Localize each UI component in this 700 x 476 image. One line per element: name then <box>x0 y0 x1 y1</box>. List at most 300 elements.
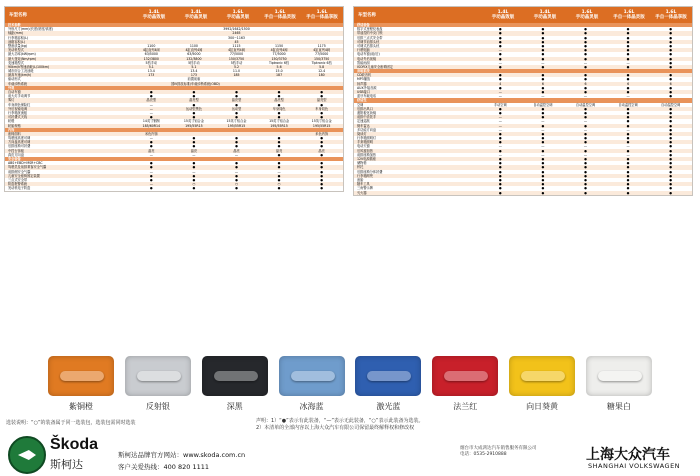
left-header-col-1: 1.4L 手动晶致版 <box>142 10 166 20</box>
right-cell: ● <box>584 39 587 44</box>
right-cell: ● <box>626 43 630 48</box>
right-cell: 6 <box>627 81 630 86</box>
left-cell: — <box>149 110 153 115</box>
right-cell: ● <box>669 123 673 128</box>
right-cell: ● <box>669 35 673 40</box>
left-cell: ● <box>149 94 153 99</box>
left-cell: 晶亮型 <box>231 98 242 103</box>
left-cell: 晶亮型 <box>274 98 284 103</box>
left-cell: ● <box>320 115 324 120</box>
right-row-label: 音响系统 <box>357 69 370 74</box>
right-cell: — <box>583 144 588 149</box>
right-cell: ● <box>669 27 673 32</box>
left-cell: ● <box>320 94 324 99</box>
right-cell: ● <box>669 48 673 53</box>
color-swatch <box>355 356 421 414</box>
left-cell: 132/3800 <box>186 56 202 61</box>
right-row-label: 三角警示牌 <box>357 186 373 191</box>
right-cell: ● <box>626 110 630 115</box>
color-swatch <box>586 356 652 414</box>
right-cell: ● <box>669 115 673 120</box>
right-row-label: 扬声器 <box>357 81 367 86</box>
right-cell: ● <box>541 77 545 82</box>
left-cell: — <box>149 169 153 174</box>
left-cell: 77/5000 <box>229 52 244 57</box>
right-cell: ● <box>584 56 587 61</box>
left-cell: 4缸直列4阀 <box>185 48 203 53</box>
left-row-label: 儿童安全座椅固定装置 <box>8 173 40 178</box>
right-cell: ● <box>626 140 630 145</box>
right-row-label: ISOFIX儿童安全座椅固定 <box>357 64 393 69</box>
color-swatch <box>509 356 575 414</box>
left-cell: 米色内饰 <box>144 131 158 136</box>
left-cell: ● <box>277 186 281 191</box>
right-cell: ● <box>626 115 630 120</box>
right-cell: ● <box>498 136 502 141</box>
color-swatch <box>279 356 345 414</box>
left-cell: 195/55R15 <box>227 123 246 128</box>
right-cell: ● <box>584 64 587 69</box>
right-cell: — <box>541 152 545 157</box>
color-name: 紫铜橙 <box>69 402 93 411</box>
right-cell: ● <box>626 165 630 170</box>
right-cell: — <box>626 144 630 149</box>
right-cell: ● <box>498 148 502 153</box>
right-cell: ● <box>669 90 673 94</box>
right-cell: ● <box>626 31 630 36</box>
right-cell: ● <box>584 52 587 57</box>
right-cell: ● <box>541 177 545 182</box>
right-cell: ● <box>541 182 545 187</box>
left-cell: ● <box>149 177 153 182</box>
left-cell: 150/3750 <box>314 56 330 61</box>
left-cell: ● <box>320 140 324 145</box>
left-cell: ● <box>192 110 196 115</box>
left-cell: — <box>149 152 153 157</box>
right-cell: ● <box>669 77 673 82</box>
right-cell: 手动空调 <box>493 102 507 107</box>
left-row-label: 安全装备 <box>8 157 21 161</box>
color-name: 深黑 <box>226 402 243 411</box>
right-cell: ● <box>669 85 673 90</box>
left-cell: ● <box>235 110 238 115</box>
right-cell: — <box>498 152 502 157</box>
left-cell: 195/55R15 <box>185 123 203 128</box>
right-cell: ● <box>541 106 545 111</box>
left-cell: ● <box>235 186 238 191</box>
right-table-row <box>354 191 692 195</box>
door-handle-swatch-image <box>48 356 114 396</box>
left-cell: ● <box>320 144 324 149</box>
right-header-col-5: 1.6L 手自一体晶享版 <box>655 10 687 20</box>
left-cell: ● <box>149 90 153 94</box>
right-cell: ● <box>498 56 502 61</box>
left-cell: 1100 <box>147 43 156 48</box>
door-handle-icon <box>60 371 104 381</box>
left-cell: ● <box>235 90 238 94</box>
right-cell: ● <box>626 148 630 153</box>
left-cell: ● <box>192 165 196 170</box>
right-table-header <box>354 7 692 23</box>
right-cell: ● <box>669 39 673 44</box>
right-row-label: 数字式里程仪表盘 <box>357 27 383 32</box>
right-header-label: 车型名称 <box>358 12 376 18</box>
left-cell: 国Ⅳ排放标准/车载诊断系统(OBD) <box>171 81 220 86</box>
right-row-label: 可调式后排头枕 <box>357 43 380 48</box>
right-row-label: 蓝牙车载电话 <box>357 94 377 99</box>
left-cell: 63/5000 <box>144 52 158 57</box>
right-cell: ● <box>669 148 673 153</box>
right-cell: — <box>498 60 502 65</box>
dealer-phone: 电话：0535-2910888 <box>460 452 507 457</box>
left-row-label: 方向盘高度可调 <box>8 140 31 145</box>
right-row-label: 遮阳板化妆镜 <box>357 110 377 115</box>
right-cell: ● <box>626 190 630 195</box>
right-cell: ● <box>626 131 630 136</box>
left-row-label: 行李箱容积(L) <box>8 35 29 40</box>
left-cell: — <box>192 169 196 174</box>
right-cell: ● <box>584 31 587 36</box>
door-handle-icon <box>367 371 411 381</box>
right-row-label: 可调节前排头枕 <box>357 39 380 44</box>
left-cell: ○ <box>277 182 281 187</box>
left-cell: 45 <box>234 39 239 44</box>
right-cell: ● <box>498 77 502 82</box>
right-cell: ● <box>541 85 545 90</box>
right-cell: ● <box>626 27 630 32</box>
left-cell: 3992/1642/1500 <box>223 27 250 32</box>
right-cell: ● <box>584 90 587 94</box>
right-header-col-4: 1.6L 手自一体晶灵版 <box>613 10 645 20</box>
right-cell: ● <box>498 27 502 32</box>
right-cell: ● <box>669 182 673 187</box>
right-cell: — <box>498 115 502 120</box>
door-handle-icon <box>521 371 565 381</box>
right-cell: ● <box>669 131 673 136</box>
left-cell: 车身同色 <box>315 106 329 111</box>
left-cell: 63/5000 <box>187 52 201 57</box>
right-cell: ● <box>584 48 587 53</box>
left-cell: 195/55R15 <box>270 123 288 128</box>
right-row-label: 12V电源插座 <box>357 157 376 161</box>
door-handle-swatch-image <box>586 356 652 396</box>
right-cell: 6 <box>541 81 544 86</box>
left-cell: 300~1163 <box>228 35 245 40</box>
right-cell: ● <box>626 157 630 161</box>
left-row-label: 前大灯手动调节 <box>8 94 31 99</box>
left-cell: ● <box>277 136 281 141</box>
right-cell: ● <box>541 173 545 178</box>
left-row-label: 内饰 <box>8 127 15 132</box>
door-handle-swatch-image <box>509 356 575 396</box>
right-cell: — <box>583 60 588 65</box>
right-cell: ● <box>626 161 630 166</box>
right-cell: ● <box>626 39 630 44</box>
left-cell: — <box>192 152 196 157</box>
right-cell: 6 <box>669 81 672 86</box>
left-cell: ● <box>149 144 153 149</box>
right-cell: ● <box>626 177 630 182</box>
right-cell: ● <box>626 182 630 187</box>
left-cell: ● <box>192 161 196 166</box>
left-cell: ● <box>277 173 281 178</box>
right-cell: ● <box>626 90 630 94</box>
right-cell: — <box>626 152 630 157</box>
right-cell: ● <box>626 119 630 124</box>
right-cell: — <box>541 144 545 149</box>
right-cell: — <box>498 94 502 99</box>
left-cell: 77/5000 <box>272 52 286 57</box>
right-cell: ● <box>498 52 502 57</box>
left-cell: ● <box>320 173 324 178</box>
right-row-label: 后排出风口 <box>357 106 373 111</box>
svw-logo-cn: 上海大众汽车 <box>586 447 670 463</box>
left-cell: 15.0 <box>275 69 283 74</box>
left-cell: 13.4 <box>190 69 198 74</box>
left-cell: 车身同色 <box>272 106 286 111</box>
left-cell: ● <box>235 94 238 99</box>
right-row-label: 行李箱照明灯 <box>357 136 377 141</box>
left-table-header <box>5 7 343 23</box>
right-cell: ● <box>669 165 673 170</box>
right-cell: ● <box>541 43 545 48</box>
left-cell: — <box>149 182 153 187</box>
right-cell: ● <box>669 73 673 78</box>
right-cell: 自动温控空调 <box>533 102 553 107</box>
left-row-label: 驾驶员及前排乘客安全气囊 <box>8 165 47 170</box>
right-cell: ● <box>541 186 545 191</box>
left-cell: 5.1 <box>191 64 197 69</box>
left-header-col-2: 1.4L 手动晶灵版 <box>184 10 208 20</box>
left-cell: 晶亮 <box>233 148 240 153</box>
right-cell: — <box>583 127 588 132</box>
right-cell: 4 <box>499 81 502 86</box>
right-row-label: 随车工具 <box>357 182 370 187</box>
right-cell: ● <box>541 52 545 57</box>
right-cell: ● <box>626 64 630 69</box>
right-cell: ● <box>541 157 545 161</box>
right-cell: ● <box>498 39 502 44</box>
right-cell: — <box>498 119 502 124</box>
left-cell: 195/55R15 <box>312 123 331 128</box>
left-cell: 5.8 <box>319 64 325 69</box>
left-cell: 187 <box>276 73 283 78</box>
right-row-label: MP3播放 <box>357 77 371 82</box>
right-row-label: AUX外接音源 <box>357 85 377 90</box>
left-cell: ● <box>149 115 153 120</box>
right-cell: ● <box>626 56 630 61</box>
right-cell: ● <box>584 77 587 82</box>
right-row-label: 前排中央扶手 <box>357 115 377 120</box>
right-row-label: 电动车窗(前/后) <box>357 52 380 57</box>
right-cell: ● <box>669 119 673 124</box>
left-cell: Tiptronic 6档 <box>311 60 332 65</box>
left-row-label: 防盗报警系统 <box>8 182 28 187</box>
right-cell: ● <box>541 35 545 40</box>
left-cell: 5.6 <box>276 64 282 69</box>
left-cell: 5档手动 <box>188 60 200 65</box>
left-cell: 15英寸铝合金 <box>183 119 204 124</box>
right-cell: ● <box>498 110 502 115</box>
right-cell: — <box>583 119 588 124</box>
right-cell: ● <box>626 123 630 128</box>
left-cell: ● <box>235 165 238 170</box>
left-cell: ● <box>235 144 238 149</box>
right-cell: ● <box>498 73 502 78</box>
left-cell: 150/3750 <box>271 56 287 61</box>
right-cell: ● <box>584 157 587 161</box>
door-handle-icon <box>444 371 488 381</box>
left-cell: 132/3800 <box>143 56 159 61</box>
right-cell: ● <box>669 186 673 191</box>
right-cell: ● <box>541 161 545 166</box>
left-cell: 5档手动 <box>230 60 243 65</box>
left-row-label: 发动机电子防盗 <box>8 186 31 191</box>
left-cell: 晶亮 <box>275 148 283 153</box>
right-cell: ● <box>584 35 587 40</box>
left-cell: ● <box>149 173 153 178</box>
right-row-label: 备胎 <box>357 177 364 182</box>
left-table-body <box>5 23 343 191</box>
color-name: 反射银 <box>145 402 170 411</box>
right-cell: ● <box>541 131 545 136</box>
right-cell: ● <box>498 161 502 166</box>
left-row-label: 发动机型式 <box>8 48 24 53</box>
right-cell: ● <box>541 48 545 53</box>
left-cell: ● <box>192 140 196 145</box>
left-cell: ● <box>235 161 238 166</box>
right-cell: ● <box>669 144 673 149</box>
left-cell: ● <box>320 161 324 166</box>
door-handle-swatch-image <box>432 356 498 396</box>
right-cell: — <box>498 123 502 128</box>
left-row-label: 最大功率(kW/rpm) <box>8 52 36 57</box>
right-cell: ● <box>669 169 673 174</box>
left-row-label: 油箱容积(L) <box>8 39 26 44</box>
dealer-name: 烟台市大成鸿达汽车销售服务有限公司 <box>460 446 537 451</box>
right-row-label: 舒适性 <box>357 98 367 103</box>
right-cell: ● <box>541 27 545 32</box>
right-row-label: 电动天窗 <box>357 144 370 149</box>
right-cell: 6 <box>584 81 587 86</box>
right-cell: ● <box>669 43 673 48</box>
brand-name-en: Škoda <box>50 436 99 453</box>
left-cell: ● <box>320 165 324 170</box>
right-row-label: 定速巡航 <box>357 119 370 124</box>
left-row-label: 真皮方向盘 <box>8 152 24 157</box>
right-row-label: 后排三点式安全带 <box>357 35 383 40</box>
left-cell: 1100 <box>189 43 198 48</box>
right-row-label: 电动外后视镜 <box>357 56 377 61</box>
left-row-label: 外观 <box>8 85 15 90</box>
left-row-label: 驱动形式 <box>8 77 21 82</box>
left-cell: ○ <box>235 182 238 187</box>
right-cell: ● <box>669 64 673 69</box>
left-row-label: 城市综合工况油耗 <box>8 69 34 74</box>
right-cell: ● <box>626 35 630 40</box>
left-row-label: 技术参数 <box>8 23 21 27</box>
right-cell: ● <box>669 60 673 65</box>
right-cell: ● <box>669 94 673 99</box>
left-cell: ● <box>277 177 281 182</box>
color-name: 冰海蓝 <box>299 402 324 411</box>
right-row-label: 后风窗加热 <box>357 148 373 153</box>
left-cell: ○ <box>192 182 196 187</box>
right-cell: ● <box>626 85 630 90</box>
left-cell: ● <box>235 173 238 178</box>
left-row-label: 自动车窗 <box>8 90 21 94</box>
right-cell: ● <box>584 165 587 170</box>
left-cell: ● <box>320 90 324 94</box>
right-cell: ● <box>541 64 545 69</box>
right-cell: ● <box>541 140 545 145</box>
disclaimer-line-1: 声明：1）“●”表示有此装备，“—”表示无此装备，“○”表示此装备为选装。 <box>256 418 424 424</box>
left-cell: ● <box>149 140 153 145</box>
left-cell: 晶亮型 <box>316 98 327 103</box>
color-swatch <box>48 356 114 414</box>
right-cell: ● <box>626 52 630 57</box>
right-cell: 自动温控空调 <box>618 102 638 107</box>
left-row-label: 后排座椅可折叠 <box>8 144 31 149</box>
right-cell: ● <box>669 152 673 157</box>
right-cell: ● <box>584 115 587 120</box>
footer <box>0 430 700 476</box>
right-cell: ● <box>626 73 630 78</box>
left-cell: ● <box>277 140 281 145</box>
left-row-label: 变速箱型式 <box>8 60 24 65</box>
right-cell: 自动温控空调 <box>575 102 596 107</box>
right-cell: ● <box>669 136 673 141</box>
right-cell: — <box>498 48 502 53</box>
right-cell: ● <box>541 115 545 120</box>
left-cell: 150/3750 <box>228 56 245 61</box>
door-handle-swatch-image <box>279 356 345 396</box>
right-row-label: 阅读灯 <box>357 131 367 136</box>
right-cell: ● <box>498 173 502 178</box>
door-handle-swatch-image <box>125 356 191 396</box>
right-cell: — <box>541 127 545 132</box>
left-row-label: 最高车速(km/h) <box>8 73 32 78</box>
right-cell: — <box>498 144 502 149</box>
left-cell: 15英寸铝合金 <box>311 119 332 124</box>
right-row-label: 倒车雷达 <box>357 123 370 128</box>
right-cell: ● <box>669 52 673 57</box>
left-cell: 2465 <box>232 31 241 36</box>
left-row-label: 行李箱扰流板 <box>8 110 28 115</box>
color-swatch <box>432 356 498 414</box>
svw-logo-en: SHANGHAI VOLKSWAGEN <box>588 462 681 470</box>
left-cell: ● <box>235 140 238 145</box>
right-cell: ● <box>498 190 502 195</box>
right-cell: ● <box>541 39 545 44</box>
left-cell: 173 <box>190 73 197 78</box>
right-cell: ● <box>669 31 673 36</box>
right-cell: ● <box>584 169 587 174</box>
left-cell: 运动型黑色 <box>185 106 202 111</box>
left-cell: ● <box>192 144 196 149</box>
left-cell: 前置前驱 <box>187 77 201 82</box>
left-cell: 米色内饰 <box>315 131 329 136</box>
left-cell: 12.4 <box>318 69 326 74</box>
color-swatch <box>125 356 191 414</box>
left-cell: ● <box>235 177 238 182</box>
left-cell: 4缸直列4阀 <box>313 48 331 53</box>
left-row-label: 座椅面料 <box>8 131 21 136</box>
arrow-icon <box>18 450 36 460</box>
right-row-label: 带遥控的中央门锁 <box>357 31 383 36</box>
right-row-label: 储物格 <box>357 161 367 166</box>
right-cell: ● <box>498 140 502 145</box>
